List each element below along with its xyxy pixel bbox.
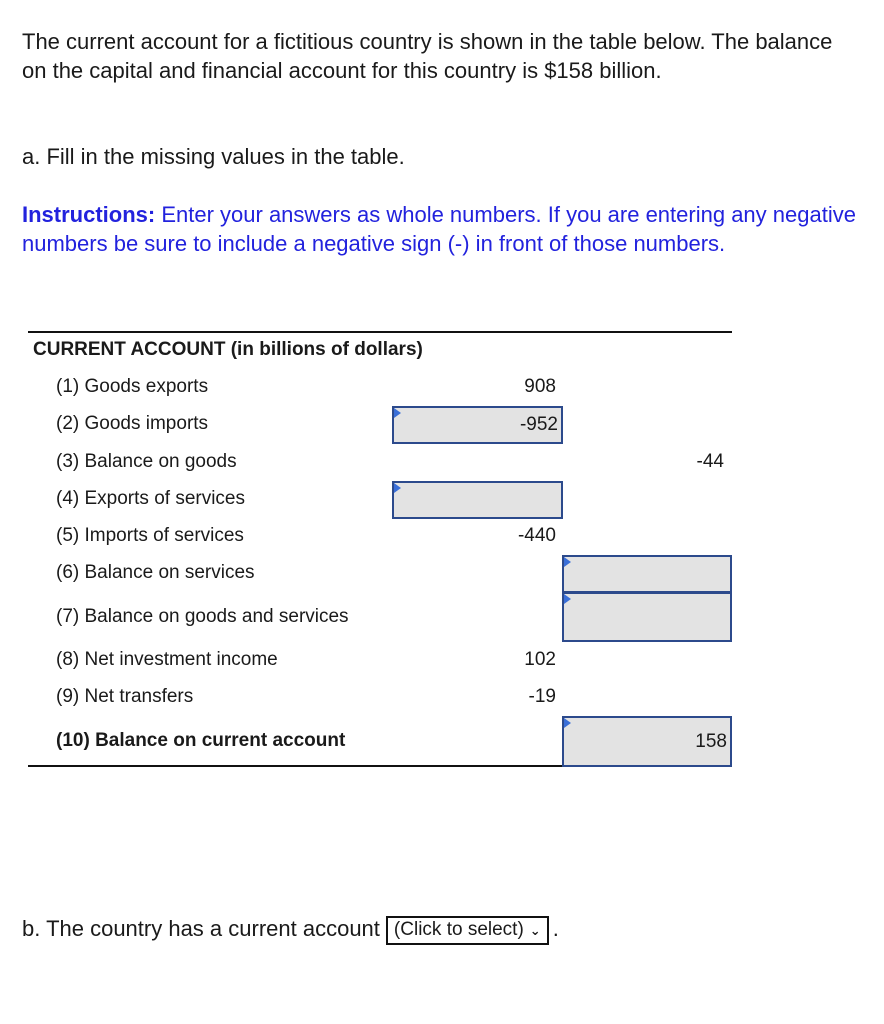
balance-on-goods-and-services-input[interactable]: [562, 592, 732, 642]
row-label: (8) Net investment income: [56, 649, 278, 670]
row-value: 102: [524, 649, 556, 670]
row-label: (4) Exports of services: [56, 488, 245, 509]
table-title: CURRENT ACCOUNT (in billions of dollars): [33, 339, 423, 360]
balance-on-services-input[interactable]: [562, 555, 732, 593]
row-label: (3) Balance on goods: [56, 451, 237, 472]
row-label: (1) Goods exports: [56, 376, 209, 397]
instructions: [22, 200, 862, 258]
row-value: -44: [696, 451, 724, 472]
table-top-rule: [28, 331, 732, 333]
row-label: (2) Goods imports: [56, 413, 209, 434]
row-label: (9) Net transfers: [56, 686, 194, 707]
question-b: [22, 914, 559, 945]
row-value: 908: [524, 376, 556, 397]
question-a: a. Fill in the missing values in the table.: [22, 144, 405, 169]
question-b-suffix: .: [552, 916, 559, 941]
row-label: (6) Balance on services: [56, 562, 255, 583]
current-account-select[interactable]: [386, 916, 549, 945]
row-label: (5) Imports of services: [56, 525, 244, 546]
chevron-down-icon: ⌄: [529, 923, 541, 938]
balance-on-current-account-input[interactable]: 158: [562, 716, 732, 767]
exports-of-services-input[interactable]: [392, 481, 563, 519]
goods-imports-input[interactable]: -952: [392, 406, 563, 444]
row-value: -19: [528, 686, 556, 707]
instructions-label: Instructions:: [22, 202, 156, 227]
table-bottom-rule: [28, 765, 562, 767]
row-label: (7) Balance on goods and services: [56, 606, 349, 627]
intro-text: The current account for a fictitious country is shown in the table below. The balance on the capital and financial account for this country is $158 billion.: [22, 29, 833, 83]
row-value: -440: [517, 525, 556, 546]
row-label: (10) Balance on current account: [56, 730, 346, 751]
question-b-prefix: b. The country has a current account: [22, 916, 380, 941]
instructions-text: Enter your answers as whole numbers. If you are entering any negative numbers be sure to include a negative sign (-) in front of those numbers.: [22, 202, 856, 256]
select-value: (Click to select): [393, 919, 524, 940]
